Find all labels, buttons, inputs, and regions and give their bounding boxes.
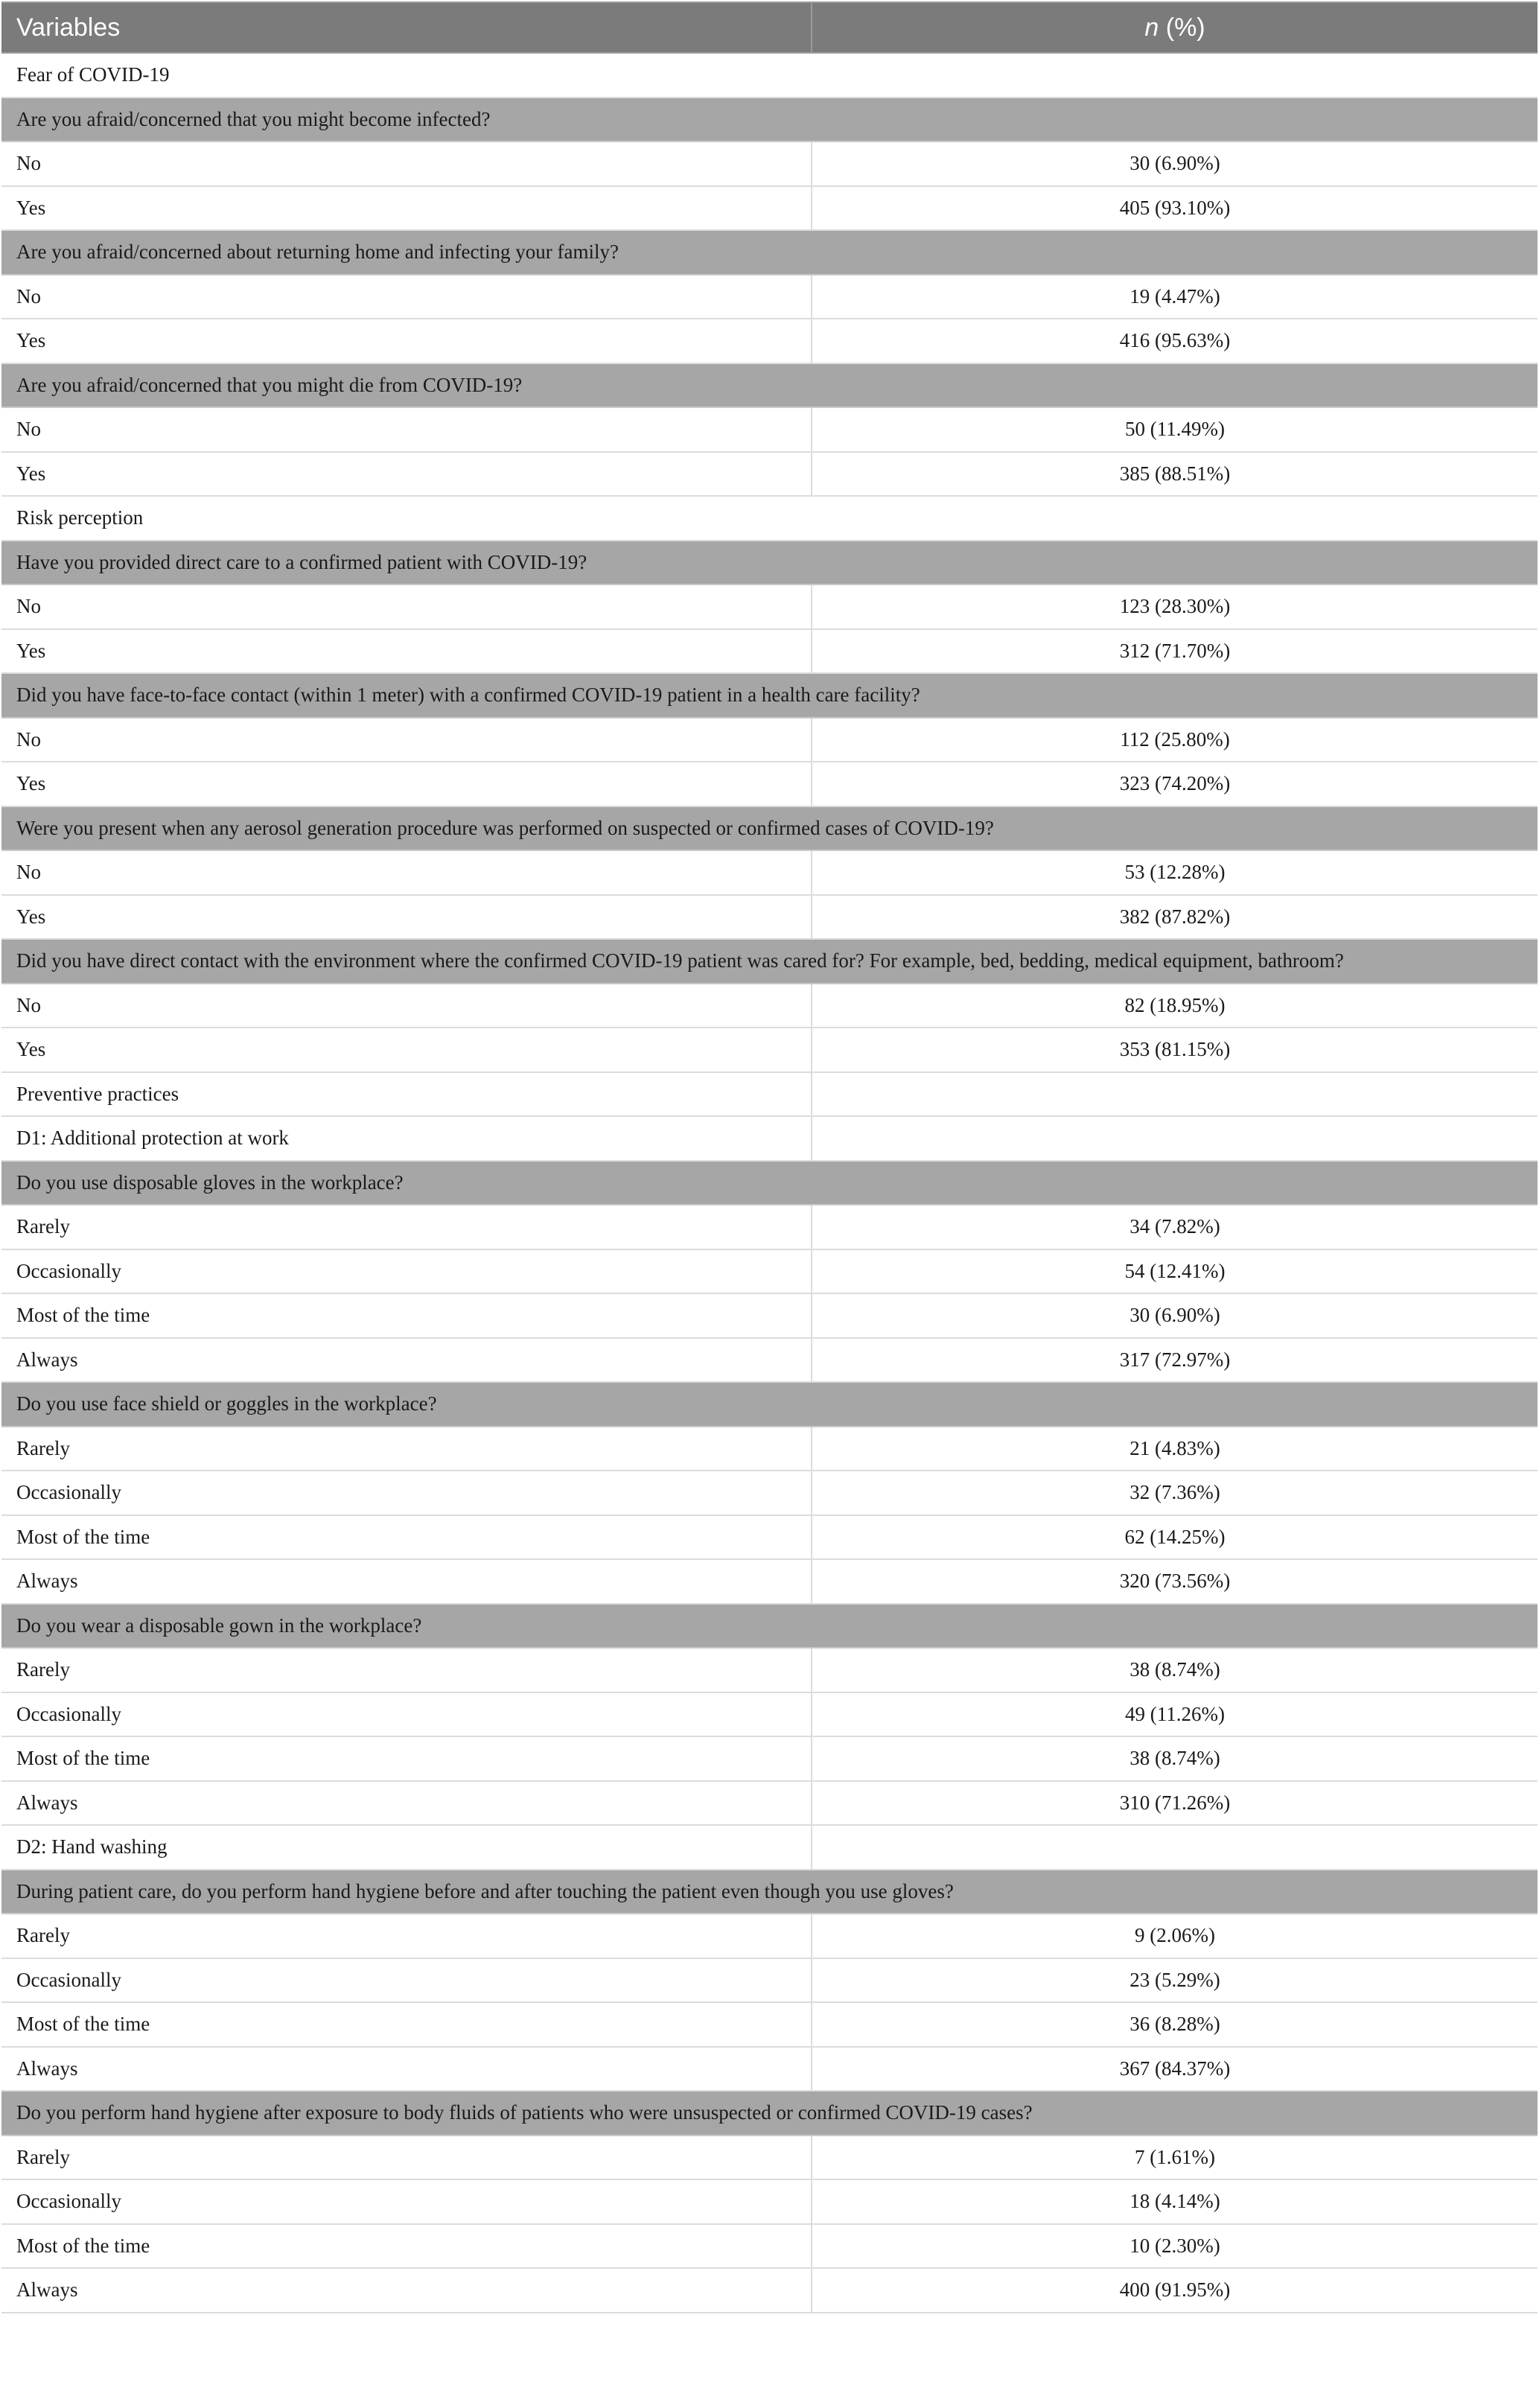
row-label: Yes — [1, 319, 812, 363]
row-label: Always — [1, 1339, 812, 1382]
row-label: Yes — [1, 453, 812, 496]
table-row — [1, 142, 1538, 187]
question-label: Are you afraid/concerned that you might die from COVID-19? — [16, 373, 523, 396]
row-value: 9 (2.06%) — [1135, 1924, 1215, 1947]
question-row — [1, 1383, 1538, 1427]
row-label: Most of the time — [1, 1516, 812, 1559]
row-value: 317 (72.97%) — [1119, 1348, 1231, 1371]
question-label: Did you have direct contact with the environment where the confirmed COVID-19 patient was cared for? For example, bed, bedding, medical equipment, bathroom? — [16, 949, 1344, 972]
row-value: 112 (25.80%) — [1120, 727, 1230, 751]
row-value: 405 (93.10%) — [1119, 196, 1231, 219]
question-row — [1, 98, 1538, 143]
row-label: Most of the time — [1, 1294, 812, 1337]
question-row — [1, 1870, 1538, 1915]
table-row — [1, 1339, 1538, 1383]
row-value: 30 (6.90%) — [1129, 152, 1220, 175]
row-label: Always — [1, 1560, 812, 1603]
table-row — [1, 1693, 1538, 1738]
row-value: 54 (12.41%) — [1124, 1259, 1226, 1282]
table-row — [1, 1649, 1538, 1693]
row-value — [812, 1117, 1538, 1160]
question-row — [1, 231, 1538, 275]
row-label: D2: Hand washing — [1, 1826, 812, 1869]
row-value: 38 (8.74%) — [1129, 1747, 1220, 1770]
row-label: No — [1, 275, 812, 319]
row-label: Preventive practices — [1, 1073, 812, 1116]
table-row — [1, 408, 1538, 453]
row-value: 62 (14.25%) — [1124, 1525, 1226, 1548]
row-label: Rarely — [1, 1649, 812, 1692]
row-label: Occasionally — [1, 1693, 812, 1736]
row-value: 7 (1.61%) — [1135, 2145, 1215, 2168]
row-label: Yes — [1, 762, 812, 806]
header-variables: Variables — [1, 3, 812, 52]
table-row — [1, 851, 1538, 896]
row-value: 49 (11.26%) — [1125, 1702, 1225, 1725]
table-row — [1, 2269, 1538, 2313]
question-row — [1, 940, 1538, 984]
row-value: 23 (5.29%) — [1129, 1968, 1220, 1991]
row-label: Occasionally — [1, 1471, 812, 1514]
row-label: No — [1, 585, 812, 628]
row-label: Always — [1, 2269, 812, 2312]
table-row — [1, 1073, 1538, 1118]
table-row — [1, 585, 1538, 630]
question-label: Are you afraid/concerned that you might become infected? — [16, 107, 491, 130]
table-row — [1, 1826, 1538, 1870]
table-row — [1, 187, 1538, 232]
row-value: 36 (8.28%) — [1129, 2013, 1220, 2036]
question-label: Have you provided direct care to a confirmed patient with COVID-19? — [16, 550, 587, 573]
row-label: D1: Additional protection at work — [1, 1117, 812, 1160]
row-value: 382 (87.82%) — [1119, 905, 1231, 928]
row-value: 353 (81.15%) — [1119, 1038, 1231, 1061]
row-value: 34 (7.82%) — [1129, 1215, 1220, 1238]
row-value: 19 (4.47%) — [1129, 284, 1220, 308]
table-row — [1, 1560, 1538, 1605]
table-row — [1, 762, 1538, 807]
row-label: Most of the time — [1, 2225, 812, 2268]
table-row — [1, 1250, 1538, 1295]
section-row — [1, 54, 1538, 98]
row-value: 310 (71.26%) — [1119, 1791, 1231, 1814]
table-row — [1, 2136, 1538, 2181]
table-row — [1, 1205, 1538, 1250]
table-row — [1, 319, 1538, 364]
table-row — [1, 1959, 1538, 2004]
question-row — [1, 1605, 1538, 1649]
row-value: 38 (8.74%) — [1129, 1658, 1220, 1681]
table-row — [1, 1028, 1538, 1073]
row-value: 18 (4.14%) — [1129, 2190, 1220, 2213]
section-row — [1, 497, 1538, 541]
table-row — [1, 1914, 1538, 1959]
row-value: 323 (74.20%) — [1119, 772, 1231, 795]
row-label: No — [1, 142, 812, 185]
table-row — [1, 984, 1538, 1029]
table-row — [1, 1427, 1538, 1472]
question-label: Are you afraid/concerned about returning home and infecting your family? — [16, 241, 619, 264]
row-value: 82 (18.95%) — [1124, 993, 1226, 1016]
table-row — [1, 2225, 1538, 2270]
table-row — [1, 1117, 1538, 1162]
question-row — [1, 541, 1538, 586]
question-label: Do you use disposable gloves in the workplace? — [16, 1170, 404, 1194]
row-value: 32 (7.36%) — [1129, 1481, 1220, 1504]
header-n: n — [1144, 13, 1159, 42]
row-value: 400 (91.95%) — [1119, 2278, 1231, 2302]
table-row — [1, 1737, 1538, 1782]
data-table — [1, 1, 1538, 2313]
table-row — [1, 1471, 1538, 1516]
table-body — [1, 54, 1538, 2313]
row-label: Occasionally — [1, 1250, 812, 1293]
section-label: Fear of COVID-19 — [16, 63, 170, 86]
table-row — [1, 896, 1538, 940]
row-label: Always — [1, 2048, 812, 2091]
row-label: No — [1, 851, 812, 894]
row-value — [812, 1073, 1538, 1116]
row-label: Occasionally — [1, 1959, 812, 2002]
question-row — [1, 2092, 1538, 2136]
row-value — [812, 1826, 1538, 1869]
question-label: Did you have face-to-face contact (within 1 meter) with a confirmed COVID-19 patient in a health care facility? — [16, 684, 920, 707]
table-row — [1, 630, 1538, 675]
question-row — [1, 1162, 1538, 1206]
question-label: Were you present when any aerosol generation procedure was performed on suspected or confirmed cases of COVID-19? — [16, 816, 994, 839]
row-value: 21 (4.83%) — [1129, 1436, 1220, 1459]
row-label: Yes — [1, 896, 812, 939]
row-value: 123 (28.30%) — [1119, 595, 1231, 618]
row-label: Rarely — [1, 2136, 812, 2179]
row-label: Rarely — [1, 1205, 812, 1249]
row-value: 10 (2.30%) — [1129, 2234, 1220, 2257]
question-label: Do you use face shield or goggles in the workplace? — [16, 1392, 437, 1415]
question-label: Do you perform hand hygiene after exposure to body fluids of patients who were unsuspected or confirmed COVID-19 cases? — [16, 2101, 1033, 2124]
question-label: During patient care, do you perform hand hygiene before and after touching the patient even though you use gloves? — [16, 1879, 954, 1902]
section-label: Risk perception — [16, 506, 144, 529]
row-value: 30 (6.90%) — [1129, 1304, 1220, 1327]
header-percent: (%) — [1159, 13, 1205, 42]
row-label: Yes — [1, 187, 812, 230]
row-label: No — [1, 984, 812, 1028]
row-label: No — [1, 719, 812, 762]
table-row — [1, 275, 1538, 320]
row-value: 50 (11.49%) — [1125, 418, 1225, 441]
table-row — [1, 2003, 1538, 2048]
row-label: Yes — [1, 630, 812, 673]
table-row — [1, 719, 1538, 763]
question-row — [1, 674, 1538, 719]
row-value: 385 (88.51%) — [1119, 462, 1231, 485]
table-row — [1, 1782, 1538, 1826]
row-label: Rarely — [1, 1427, 812, 1471]
row-label: Yes — [1, 1028, 812, 1071]
table-header-row — [1, 3, 1538, 54]
row-label: Occasionally — [1, 2180, 812, 2223]
table-row — [1, 1294, 1538, 1339]
row-label: Always — [1, 1782, 812, 1825]
row-value: 320 (73.56%) — [1119, 1570, 1231, 1593]
question-row — [1, 807, 1538, 852]
row-value: 416 (95.63%) — [1119, 329, 1231, 352]
row-value: 367 (84.37%) — [1119, 2057, 1231, 2080]
row-value: 53 (12.28%) — [1124, 861, 1226, 884]
question-label: Do you wear a disposable gown in the workplace? — [16, 1614, 422, 1637]
row-label: Most of the time — [1, 1737, 812, 1780]
row-label: No — [1, 408, 812, 451]
table-row — [1, 453, 1538, 497]
header-n-percent — [812, 3, 1538, 52]
row-label: Rarely — [1, 1914, 812, 1958]
table-row — [1, 1516, 1538, 1561]
table-row — [1, 2180, 1538, 2225]
question-row — [1, 364, 1538, 409]
row-label: Most of the time — [1, 2003, 812, 2046]
row-value: 312 (71.70%) — [1119, 639, 1231, 662]
table-row — [1, 2048, 1538, 2092]
